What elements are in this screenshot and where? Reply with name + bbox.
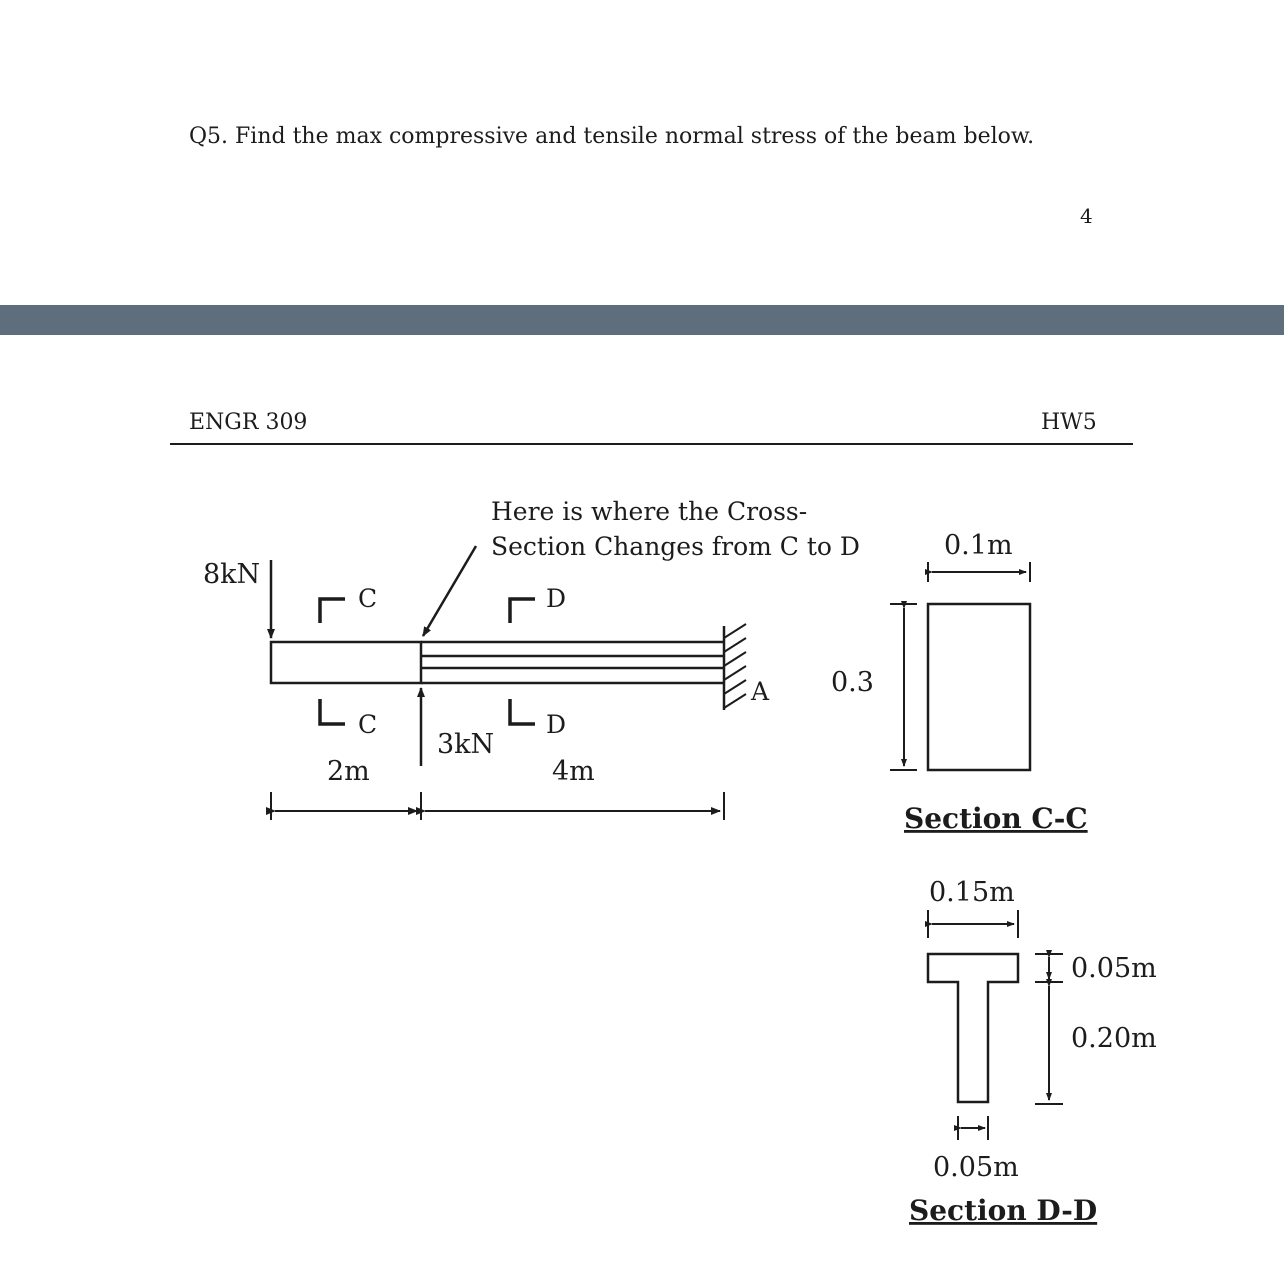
annotation-leader-arrow	[423, 546, 476, 636]
section-cc-dimensions	[890, 562, 1030, 770]
fixed-support-icon	[724, 624, 746, 710]
section-c-top-mark	[320, 599, 345, 623]
support-a-label: A	[751, 677, 770, 706]
section-cc-width-label: 0.1m	[944, 530, 1013, 561]
load-8kn-label: 8kN	[203, 559, 261, 590]
course-code: ENGR 309	[189, 410, 308, 435]
section-cc-height-label: 0.3	[831, 667, 874, 698]
section-cc-shape	[928, 604, 1030, 770]
section-c-bottom-mark	[320, 699, 345, 724]
section-dd-web-thickness-label: 0.05m	[933, 1152, 1019, 1183]
section-dd-title: Section D-D	[909, 1194, 1098, 1227]
load-3kn-label: 3kN	[437, 729, 495, 760]
annotation-line-2: Section Changes from C to D	[491, 532, 860, 561]
question-text: Q5. Find the max compressive and tensile normal stress of the beam below.	[189, 124, 1035, 149]
section-d-bottom-mark	[510, 699, 535, 724]
section-dd-shape	[928, 954, 1018, 1102]
section-c-top-label: C	[358, 584, 378, 613]
beam-body	[271, 642, 724, 683]
assignment-name: HW5	[1041, 410, 1097, 435]
section-d-bottom-label: D	[546, 710, 567, 739]
section-dd-web-height-label: 0.20m	[1071, 1023, 1157, 1054]
span-4m-label: 4m	[552, 756, 595, 787]
annotation-line-1: Here is where the Cross-	[491, 497, 808, 526]
section-dd-dimensions	[928, 910, 1063, 1140]
section-c-bottom-label: C	[358, 710, 378, 739]
section-d-top-mark	[510, 599, 535, 623]
section-dd-flange-thickness-label: 0.05m	[1071, 953, 1157, 984]
section-cc-title: Section C-C	[904, 802, 1088, 835]
page-number: 4	[1080, 204, 1093, 228]
section-dd-flange-width-label: 0.15m	[929, 877, 1015, 908]
section-d-top-label: D	[546, 584, 567, 613]
span-dimension	[271, 792, 724, 820]
span-2m-label: 2m	[327, 756, 370, 787]
